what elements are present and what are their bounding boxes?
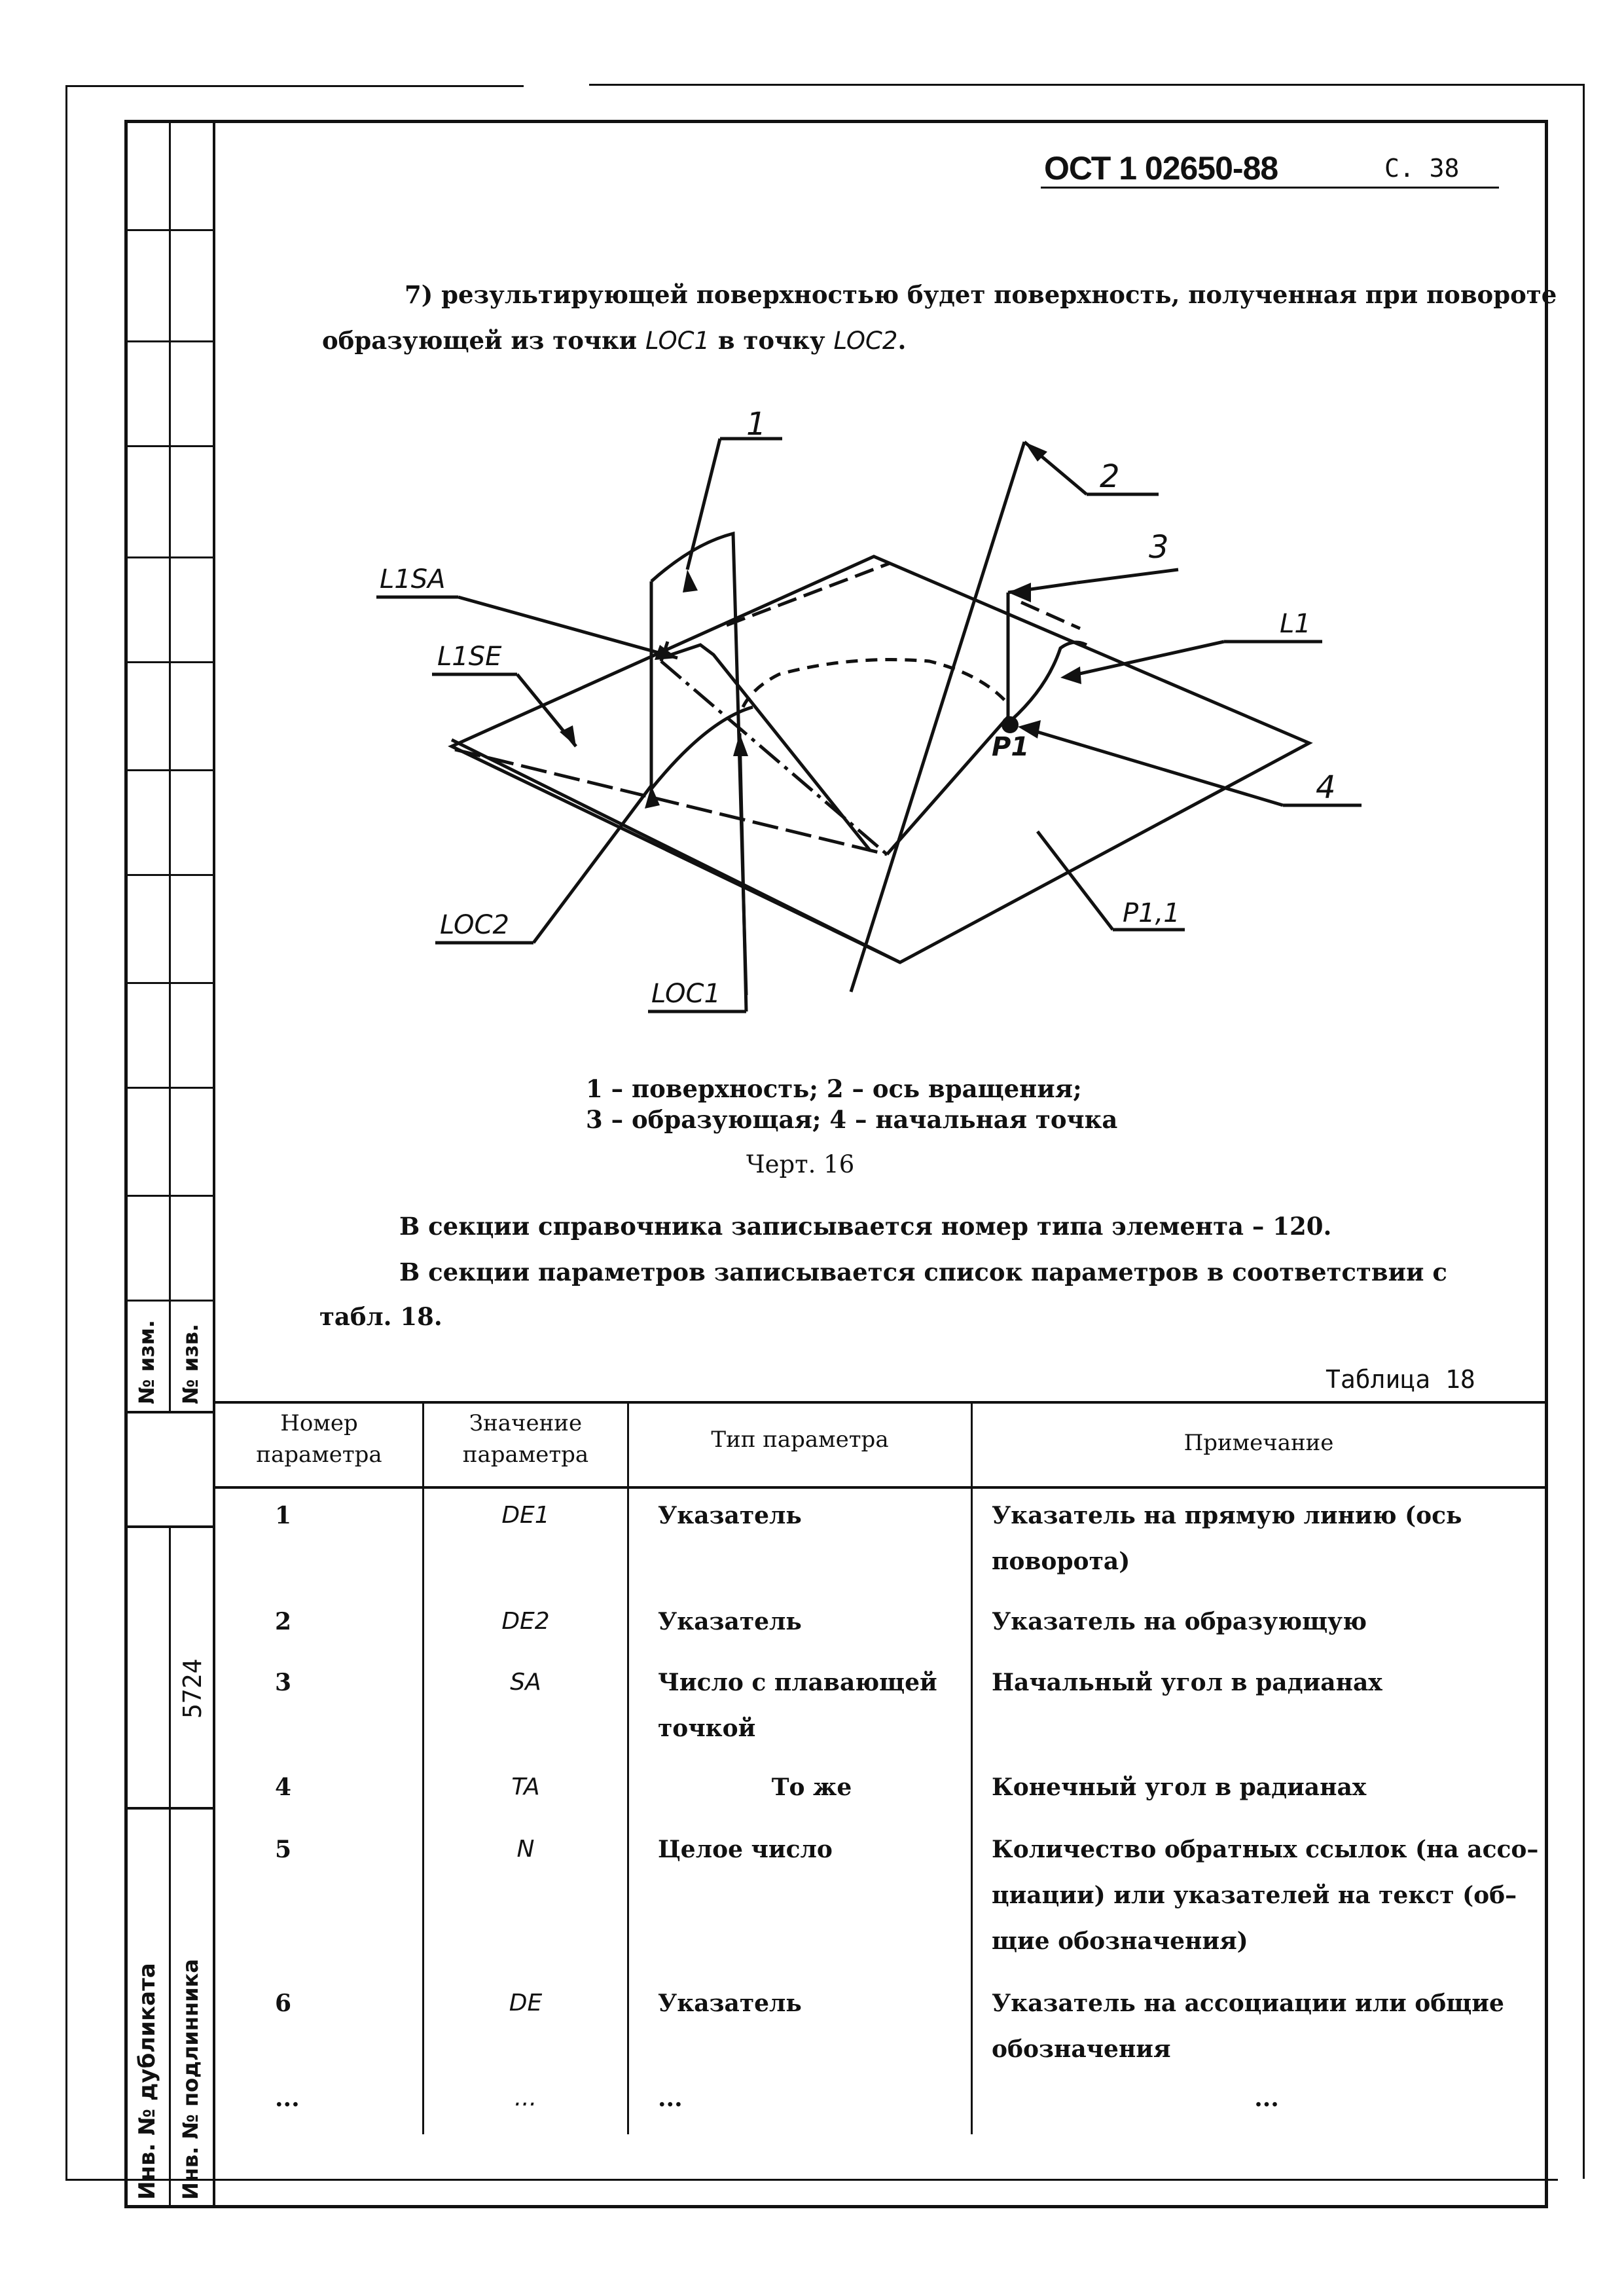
table-cell-num: 1 xyxy=(275,1502,292,1529)
table-cell-type: Число с плавающей точкой xyxy=(658,1669,937,1742)
figure-label-loc2: LOC2 xyxy=(440,910,509,940)
table-cell-value: TA xyxy=(511,1774,540,1800)
figure-label-2: 2 xyxy=(1100,458,1120,495)
table-cell-value: SA xyxy=(510,1669,541,1696)
sidebar-mid-line-bottom xyxy=(169,1525,171,2206)
figure-label-l1: L1 xyxy=(1280,609,1311,639)
sidebar-podl-value: 5724 xyxy=(178,1658,207,1719)
table-cell-value: N xyxy=(516,1836,535,1863)
sidebar-row xyxy=(124,1300,215,1302)
table-cell-type: То же xyxy=(771,1774,852,1801)
table-cell-note: Указатель на ассоциации или общие обозначения xyxy=(992,1990,1504,2063)
figure-title: Черт. 16 xyxy=(746,1150,855,1178)
sheet-edge-bottom xyxy=(65,2179,1558,2181)
figure-label-l1sa: L1SA xyxy=(380,564,446,594)
figure-drawing xyxy=(0,0,1624,1048)
sidebar-row xyxy=(124,1525,215,1528)
sidebar-row xyxy=(124,1195,215,1197)
table-title: Таблица 18 xyxy=(1326,1365,1475,1394)
surface-sheet xyxy=(651,534,746,995)
table-cell-num: 5 xyxy=(275,1836,292,1863)
table-header-line xyxy=(213,1486,1548,1489)
figure-label-p1: P1 xyxy=(992,732,1030,762)
table-cell-note: Количество обратных ссылок (на ассо– циации) или указателей на текст (об– щие обозначения) xyxy=(992,1836,1539,1955)
figure-label-p11: P1,1 xyxy=(1123,898,1180,928)
figure-label-l1se: L1SE xyxy=(437,642,502,672)
table-cell-note: Указатель на прямую линию (ось поворота) xyxy=(992,1502,1462,1575)
sidebar-izm-label: № изм. xyxy=(134,1320,159,1404)
page-number: С. 38 xyxy=(1384,154,1460,183)
table-cell-note: Конечный угол в радианах xyxy=(992,1774,1367,1801)
table-header-num: Номер параметра xyxy=(256,1410,382,1468)
generatrix-arc xyxy=(743,660,1008,708)
table-cell-type: ... xyxy=(658,2085,683,2112)
table-cell-type: Целое число xyxy=(658,1836,833,1863)
table-header-type: Тип параметра xyxy=(711,1427,889,1453)
sidebar-row xyxy=(124,1807,215,1810)
table-cell-num: 3 xyxy=(275,1669,292,1696)
sidebar-row xyxy=(124,1087,215,1089)
table-cell-type: Указатель xyxy=(658,1990,802,2017)
intro-line-2: образующей из точки LOC1 в точку LOC2. xyxy=(322,326,907,355)
table-cell-num: ... xyxy=(275,2085,300,2112)
table-cell-note: Начальный угол в радианах xyxy=(992,1669,1382,1696)
paragraph-3: табл. 18. xyxy=(319,1302,442,1331)
table-col-line xyxy=(627,1401,629,2134)
document-code: ОСТ 1 02650-88 xyxy=(1044,150,1278,187)
table-top-line xyxy=(213,1401,1548,1404)
table-header-value: Значение параметра xyxy=(462,1410,589,1468)
frame-bottom xyxy=(124,2205,1548,2208)
sidebar-dubl-label: Инв. № дубликата xyxy=(134,1963,160,2200)
figure-caption-line-1: 1 – поверхность; 2 – ось вращения; xyxy=(586,1074,1082,1103)
table-cell-value: ... xyxy=(514,2085,537,2111)
table-cell-type: Указатель xyxy=(658,1502,802,1529)
table-cell-value: DE1 xyxy=(501,1502,550,1529)
table-col-line xyxy=(971,1401,973,2134)
table-cell-num: 6 xyxy=(275,1990,292,2017)
table-cell-note: Указатель на образующую xyxy=(992,1608,1367,1635)
sidebar-row xyxy=(124,1411,215,1413)
figure-label-loc1: LOC1 xyxy=(651,979,721,1009)
paragraph-1: В секции справочника записывается номер типа элемента – 120. xyxy=(399,1212,1332,1241)
table-cell-type: Указатель xyxy=(658,1608,802,1635)
table-header-note: Примечание xyxy=(1183,1430,1334,1456)
table-cell-num: 2 xyxy=(275,1608,292,1635)
table-cell-num: 4 xyxy=(275,1774,292,1801)
figure-label-3: 3 xyxy=(1149,529,1169,566)
intro-line-1: 7) результирующей поверхностью будет поверхность, полученная при повороте xyxy=(405,280,1557,309)
table-cell-value: DE2 xyxy=(501,1608,550,1635)
figure-label-1: 1 xyxy=(746,406,767,443)
figure-caption-line-2: 3 – образующая; 4 – начальная точка xyxy=(586,1105,1118,1134)
sidebar-izv-label: № изв. xyxy=(178,1323,203,1404)
paragraph-2: В секции параметров записывается список параметров в соответствии с xyxy=(399,1258,1447,1286)
table-cell-note: ... xyxy=(1254,2085,1279,2112)
figure-label-4: 4 xyxy=(1316,769,1336,806)
sidebar-podl-label: Инв. № подлинника xyxy=(178,1959,203,2200)
table-cell-value: DE xyxy=(509,1990,543,2016)
